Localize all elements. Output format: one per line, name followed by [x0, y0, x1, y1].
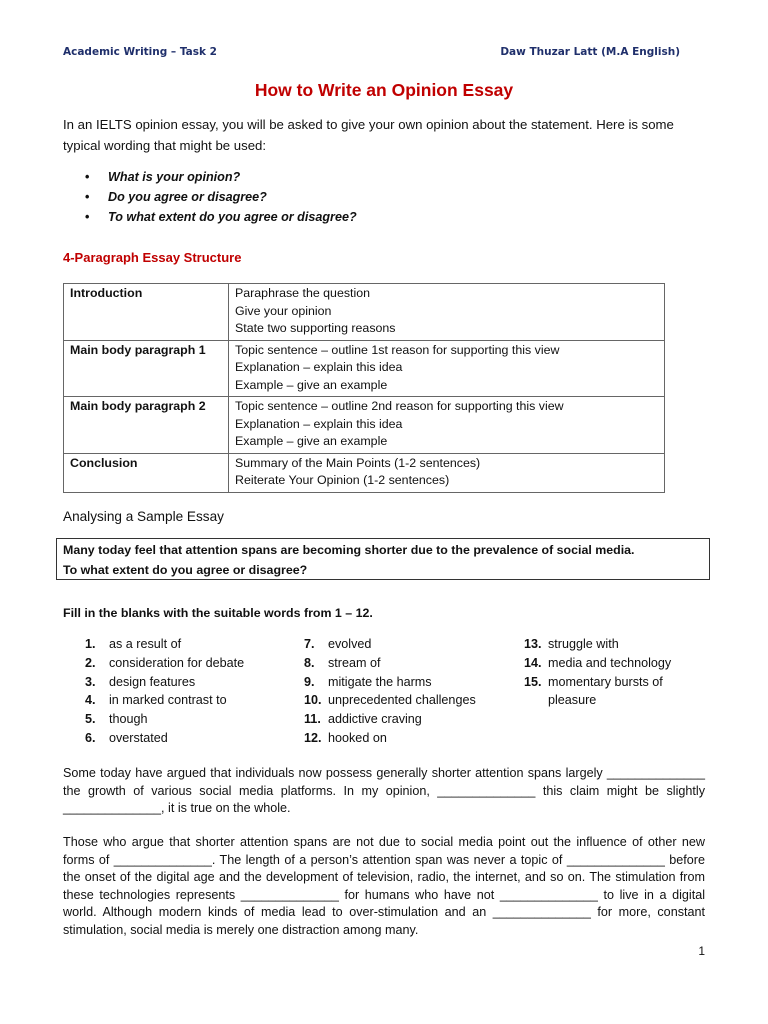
- word-number: 6.: [85, 730, 96, 745]
- word-item: [304, 710, 476, 729]
- content-line: Summary of the Main Points (1-2 sentences): [235, 455, 481, 470]
- table-row: [64, 340, 665, 397]
- structure-table: [63, 283, 665, 493]
- question-line: Many today feel that attention spans are becoming shorter due to the prevalence of social media.: [63, 543, 635, 557]
- word-text: in marked contrast to: [109, 693, 227, 708]
- list-item: • To what extent do you agree or disagree?: [85, 207, 357, 227]
- table-row: [64, 397, 665, 454]
- content-line: Paraphrase the question: [235, 286, 371, 300]
- content-line: Example – give an example: [235, 377, 388, 392]
- section-cell: Introduction: [64, 284, 229, 341]
- word-item: [304, 654, 476, 673]
- fill-heading: Fill in the blanks with the suitable words from 1 – 12.: [63, 606, 373, 620]
- content-line: Topic sentence – outline 2nd reason for supporting this view: [235, 399, 564, 413]
- content-cell: [229, 284, 665, 341]
- intro-text: In an IELTS opinion essay, you will be asked to give your own opinion about the statement. Here is some typical wording that might be used:: [63, 117, 674, 153]
- word-number: 4.: [85, 693, 96, 708]
- word-text: hooked on: [328, 730, 387, 745]
- content-line: Explanation – explain this idea: [235, 416, 403, 431]
- analysing-heading: Analysing a Sample Essay: [63, 509, 224, 524]
- word-text: as a result of: [109, 637, 182, 651]
- content-line: Reiterate Your Opinion (1-2 sentences): [235, 473, 450, 487]
- word-text: stream of: [328, 655, 381, 670]
- word-item: [524, 673, 671, 692]
- essay-paragraph-1: Some today have argued that individuals now possess generally shorter attention spans largely ______________ the growth of various social media platforms. In my opinion, ______________ this claim might be slightly ______________, it is true on the whole.: [63, 766, 705, 816]
- table-row: [64, 453, 665, 492]
- word-text: overstated: [109, 730, 168, 745]
- word-number: 3.: [85, 674, 96, 689]
- word-number: 15.: [524, 674, 542, 689]
- essay-question-box: [56, 538, 710, 580]
- word-number: 8.: [304, 655, 315, 670]
- content-line: Explanation – explain this idea: [235, 360, 403, 374]
- word-item: [304, 691, 476, 710]
- word-item: [85, 691, 244, 710]
- word-text: evolved: [328, 637, 372, 651]
- header-left: Academic Writing – Task 2: [63, 46, 217, 58]
- content-line: Example – give an example: [235, 434, 388, 448]
- wording-list: [85, 167, 357, 227]
- word-number: 7.: [304, 637, 315, 651]
- word-text: consideration for debate: [109, 655, 245, 670]
- page-title: How to Write an Opinion Essay: [254, 80, 514, 100]
- word-item: [304, 635, 476, 654]
- word-item: [304, 673, 476, 692]
- word-text: unprecedented challenges: [328, 693, 476, 708]
- word-item: [85, 654, 244, 673]
- word-item: [524, 691, 671, 710]
- word-text: pleasure: [548, 693, 597, 708]
- structure-heading: 4-Paragraph Essay Structure: [63, 250, 242, 265]
- word-item: [304, 729, 476, 748]
- word-item: [85, 710, 244, 729]
- word-text: mitigate the harms: [328, 674, 432, 689]
- table-row: [64, 284, 665, 341]
- word-number: 9.: [304, 674, 315, 689]
- word-item: [524, 654, 671, 673]
- word-number: 2.: [85, 655, 96, 670]
- word-column-1: [85, 635, 244, 748]
- word-column-2: [304, 635, 476, 748]
- content-cell: [229, 397, 665, 454]
- section-cell: Main body paragraph 1: [64, 340, 229, 397]
- word-text: momentary bursts of: [548, 674, 663, 689]
- word-item: [85, 729, 244, 748]
- content-cell: [229, 340, 665, 397]
- essay-paragraph-2: Those who argue that shorter attention spans are not due to social media point out the influence of other new forms of ______________. The length of a person’s attention span was never a topic of ______________ before the onset of the digital age and the development of television, radio, the internet, and so on. The stimulation from these technologies represents ______________ for humans who have not ______________ to live in a digital world. Although modern kinds of media lead to over-stimulation and an ______________ for more, constant stimulation, social media is merely one distraction among many.: [63, 835, 705, 937]
- word-text: addictive craving: [328, 712, 422, 727]
- word-text: design features: [109, 674, 196, 689]
- list-item: • Do you agree or disagree?: [85, 187, 357, 207]
- content-cell: [229, 453, 665, 492]
- word-item: [524, 635, 671, 654]
- content-line: Give your opinion: [235, 303, 332, 318]
- word-text: struggle with: [548, 637, 619, 651]
- word-number: 5.: [85, 712, 96, 727]
- word-number: 12.: [304, 730, 322, 745]
- header-right: Daw Thuzar Latt (M.A English): [500, 46, 680, 58]
- list-item: • What is your opinion?: [85, 167, 357, 187]
- question-line: To what extent do you agree or disagree?: [63, 563, 308, 577]
- word-item: [85, 673, 244, 692]
- word-text: media and technology: [548, 655, 672, 670]
- word-number: 10.: [304, 693, 322, 708]
- page-number: 1: [698, 944, 705, 958]
- word-number: 11.: [304, 712, 321, 727]
- content-line: Topic sentence – outline 1st reason for supporting this view: [235, 342, 560, 357]
- word-text: though: [109, 712, 148, 727]
- word-number: 14.: [524, 655, 542, 670]
- section-cell: Conclusion: [64, 453, 229, 492]
- word-column-3: [524, 635, 671, 710]
- content-line: State two supporting reasons: [235, 321, 396, 335]
- section-cell: Main body paragraph 2: [64, 397, 229, 454]
- word-item: [85, 635, 244, 654]
- word-number: 1.: [85, 637, 96, 651]
- word-number: 13.: [524, 637, 542, 651]
